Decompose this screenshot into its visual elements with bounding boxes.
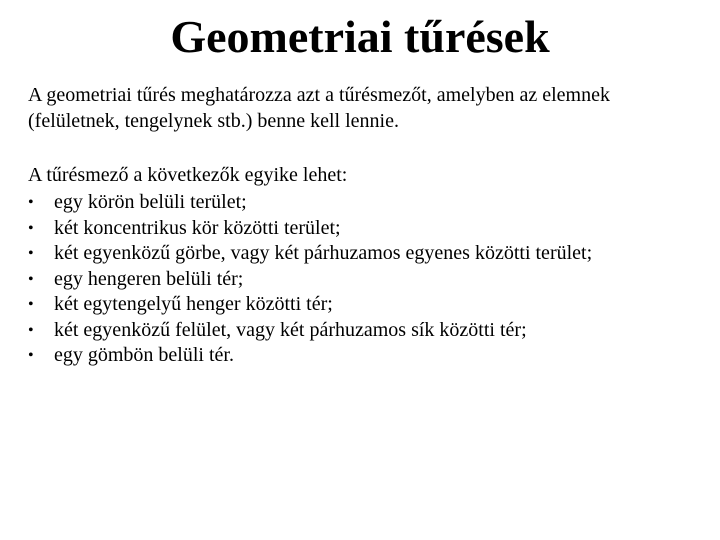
- list-item-text: egy hengeren belüli tér;: [54, 267, 244, 290]
- list-item: [28, 292, 708, 318]
- list-item: [28, 343, 708, 369]
- list-item-text: két egyenközű felület, vagy két párhuzamos sík közötti tér;: [54, 318, 527, 341]
- list-item: [28, 190, 708, 216]
- list-lead-text: A tűrésmező a következők egyike lehet:: [28, 164, 348, 186]
- list-item: [28, 318, 708, 344]
- list-item-text: egy körön belüli terület;: [54, 191, 247, 213]
- list-item: [28, 216, 708, 242]
- bullet-icon: •: [28, 245, 34, 262]
- list-item-text: két egyenközű görbe, vagy két párhuzamos egyenes közötti terület;: [54, 242, 593, 264]
- bullet-icon: •: [28, 219, 34, 237]
- bullet-icon: •: [28, 296, 34, 313]
- list-item-text: két koncentrikus kör közötti terület;: [54, 216, 341, 239]
- list-item-text: két egytengelyű henger közötti tér;: [54, 293, 333, 315]
- bullet-icon: •: [28, 347, 34, 364]
- list-item: [28, 267, 708, 293]
- slide-title: Geometriai tűrések: [170, 11, 550, 62]
- bullet-icon: •: [28, 321, 34, 339]
- tolerance-zone-list: [28, 190, 708, 369]
- bullet-icon: •: [28, 194, 34, 211]
- intro-paragraph: A geometriai tűrés meghatározza azt a tűrésmezőt, amelyben az elemnek (felületnek, tengelynek stb.) benne kell lennie.: [28, 84, 610, 132]
- list-item-text: egy gömbön belüli tér.: [54, 344, 234, 366]
- bullet-icon: •: [28, 270, 34, 288]
- list-item: [28, 241, 708, 267]
